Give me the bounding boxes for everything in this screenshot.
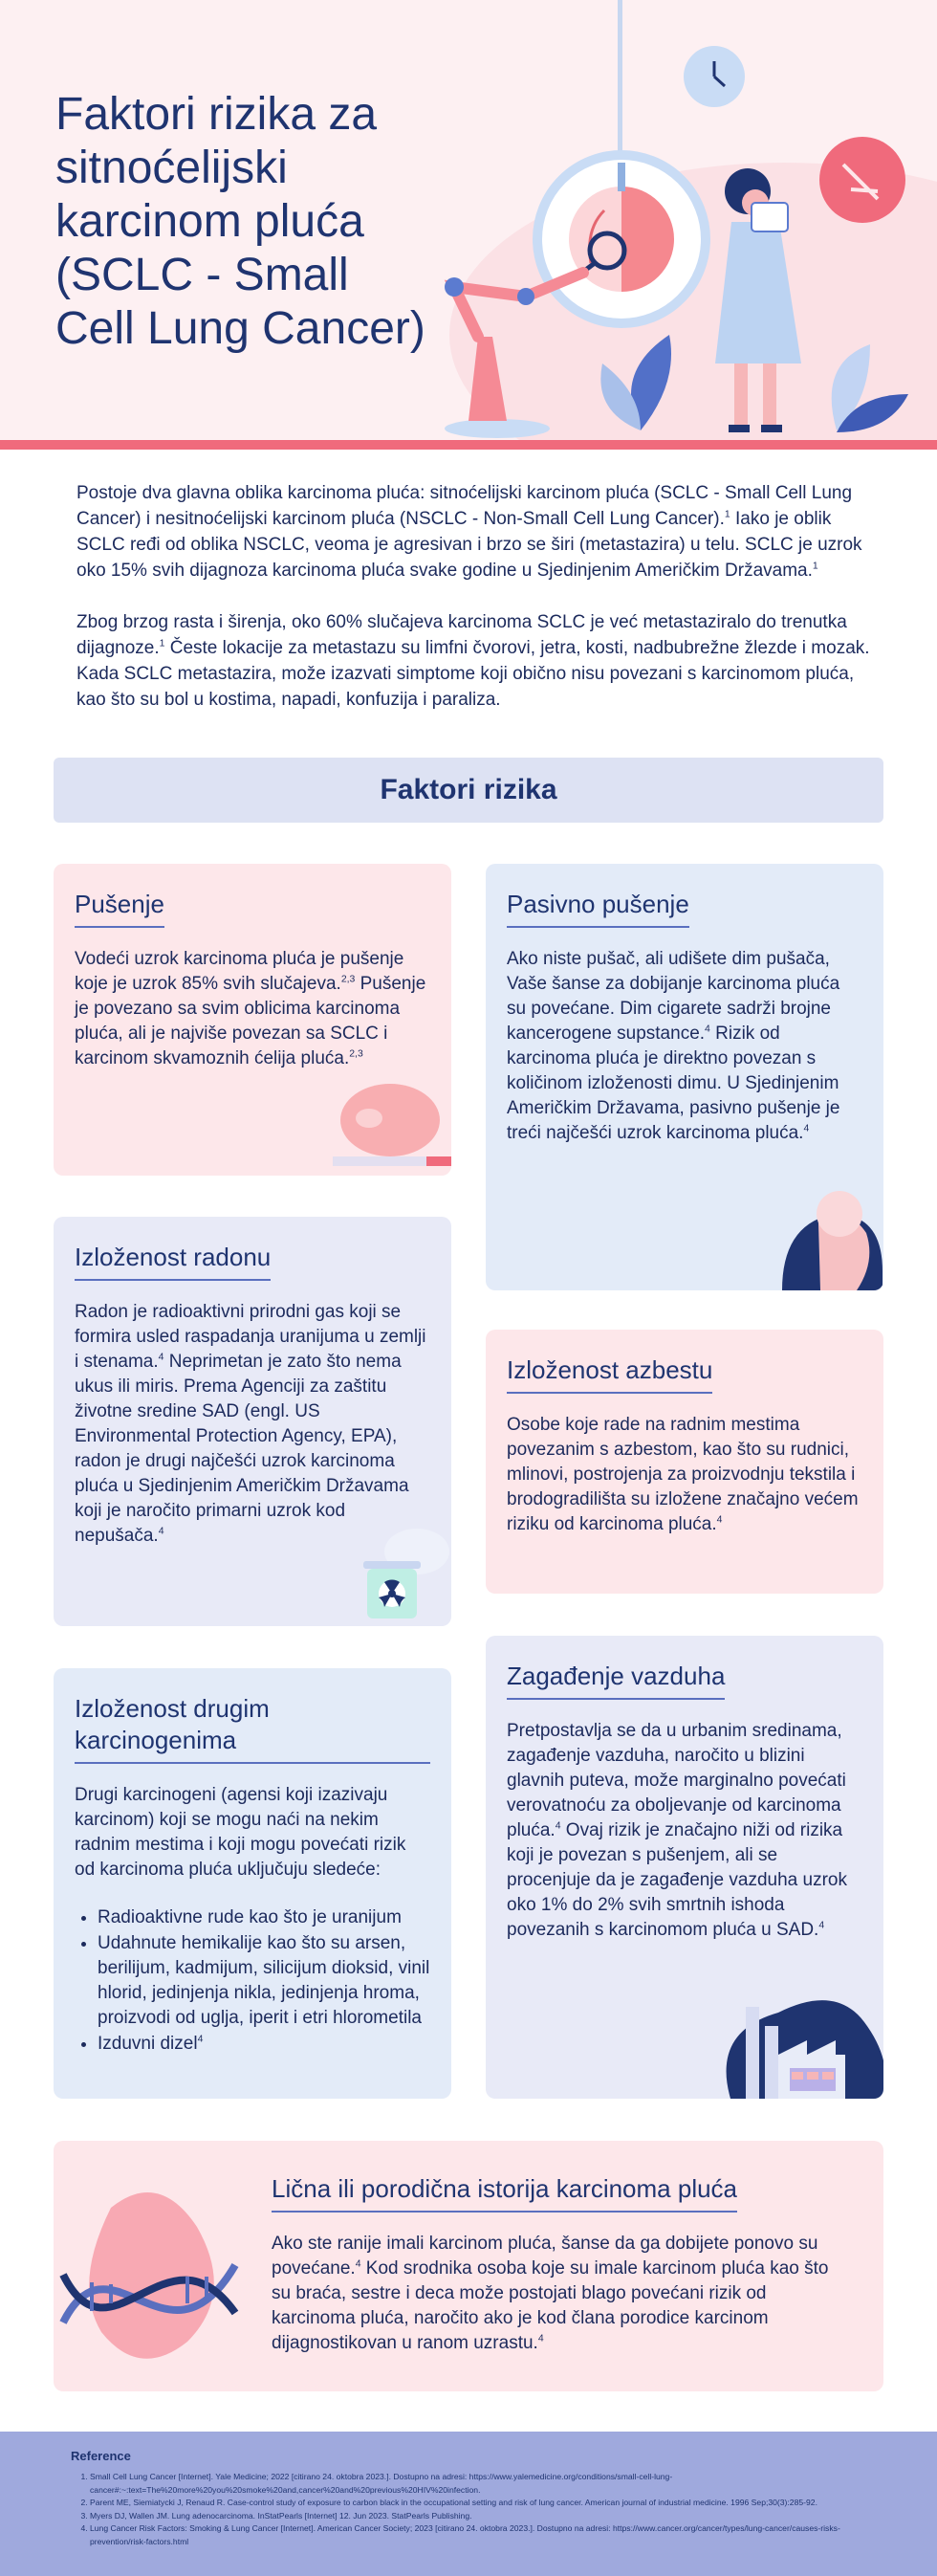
card-asbestos <box>486 1330 883 1594</box>
reference-item: 4. Lung Cancer Risk Factors: Smoking & Lung Cancer [Internet]. American Cancer Society; 2023 [citirano 24. oktobra 2023.]. Dostupno na adresi: https://www.cancer.org/cancer/types/lung-cancer/causes-risks-prevention/risk-factors.html <box>90 2522 866 2548</box>
intro-paragraph-2: Zbog brzog rasta i širenja, oko 60% slučajeva karcinoma SCLC je već metastaziralo do trenutka dijagnoze.$^1$ Česte lokacije za metastazu su limfni čvorovi, jetra, kosti, nadbubrežne žlezde i mozak. Kada SCLC metastazira, može izazvati simptome koji obično nisu povezani s karcinomom pluća, kao što su bol u kostima, napadi, konfuzija i paraliza. <box>76 612 870 710</box>
intro-text <box>76 480 870 713</box>
list-item: • Udahnute hemikalije kao što su arsen, berilijum, kadmijum, silicijum dioksid, vinil hlorid, jedinjenja nikla, jedinjenja hroma, proizvodi od uglja, iperit i etri hlorometila <box>98 1931 430 2031</box>
list-item: • Radioaktivne rude kao što je uranijum <box>98 1905 430 1930</box>
card-radon <box>54 1217 451 1626</box>
card-text: Drugi karcinogeni (agensi koji izazivaju karcinom) koji se mogu naći na nekim radnim mestima i koji mogu povećati rizik od karcinoma pluća uključuju sledeće: <box>75 1785 406 1880</box>
header-divider <box>0 440 937 450</box>
card-passive-smoking <box>486 864 883 1290</box>
card-title: Izloženost radonu <box>75 1242 271 1281</box>
card-text: Ako niste pušač, ali udišete dim pušača, Vaše šanse za dobijanje karcinoma pluća su povećane. Dim cigarete sadrži brojne kancerogene supstance.$^4$ Rizik od karcinoma pluća je direktno povezan s količinom izloženosti dimu. U Sjedinjenim Američkim Državama, pasivno pušenje je treći najčešći uzrok karcinoma pluća.$^4$ <box>507 949 840 1143</box>
card-text: Ako ste ranije imali karcinom pluća, šanse da ga dobijete ponovo su povećane.$^4$ Kod srodnika osoba koje su imale karcinom pluća kao što su braća, sestre i deca može postojati blago povećani rizik od karcinoma pluća, naročito ako je kod člana porodice karcinom dijagnostikovan u ranom uzrastu.$^4$ <box>272 2234 829 2353</box>
card-title: Lična ili porodična istorija karcinoma pluća <box>272 2173 737 2213</box>
card-other-carcinogens <box>54 1668 451 2099</box>
hero-illustration <box>354 0 937 442</box>
references-footer <box>0 2432 937 2576</box>
reference-item: 1. Small Cell Lung Cancer [Internet]. Yale Medicine; 2022 [citirano 24. oktobra 2023.]. Dostupno na adresi: https://www.yalemedicine.org/conditions/small-cell-lung-cancer#:~:text=The%20more%20you%20smoke%20and,cancer%20and%20previous%20HIV%20infection. <box>90 2471 866 2497</box>
reference-item: 3. Myers DJ, Wallen JM. Lung adenocarcinoma. InStatPearls [Internet] 12. Jun 2023. StatPearls Publishing. <box>90 2510 866 2523</box>
card-text: Vodeći uzrok karcinoma pluća je pušenje koje je uzrok 85% svih slučajeva.$^{2,3}$ Pušenje je povezano sa svim oblicima karcinoma pluća, ali je najviše povezan sa SCLC i karcinom skvamoznih ćelija pluća.$^{2,3}$ <box>75 949 426 1068</box>
card-text: Osobe koje rade na radnim mestima povezanim s azbestom, kao što su rudnici, mlinovi, postrojenja za proizvodnju tekstila i brodogradilišta su izložene značajno većem riziku od karcinoma pluća.$^4$ <box>507 1415 859 1534</box>
section-banner-risk-factors: Faktori rizika <box>54 758 883 823</box>
header <box>0 0 937 450</box>
dna-icon <box>54 2169 254 2370</box>
card-title: Zagađenje vazduha <box>507 1661 725 1700</box>
intro-paragraph-1: Postoje dva glavna oblika karcinoma pluća: sitnoćelijski karcinom pluća (SCLC - Small Cell Lung Cancer) i nesitnoćelijski karcinom pluća (NSCLC - Non-Small Cell Lung Cancer).$^1$ Iako je oblik SCLC ređi od oblika NSCLC, veoma je agresivan i brzo se širi (metastazira) u telu. SCLC je uzrok oko 15% svih dijagnoza karcinoma pluća svake godine u Sjedinjenim Američkim Državama.$^1$ <box>76 483 862 581</box>
card-text: Pretpostavlja se da u urbanim sredinama, zagađenje vazduha, naročito u blizini glavnih puteva, može marginalno povećati verovatnoću za obolјevanje od karcinoma pluća.$^4$ Ovaj rizik je značajno niži od rizika koji je povezan s pušenjem, ali se procenjuje da je zagađenje vazduha uzrok oko 1% do 2% svih smrtnih ishoda povezanih s karcinomom pluća u SAD.$^4$ <box>507 1721 847 1940</box>
card-text: Radon je radioaktivni prirodni gas koji se formira usled raspadanja uranijuma u zemlji i stenama.$^4$ Neprimetan je zato što nema ukus ili miris. Prema Agenciji za zaštitu životne sredine SAD (engl. US Environmental Protection Agency, EPA), radon je drugi najčešći uzrok karcinoma pluća u Sjedinjenim Američkim Državama koji je naročito primarni uzrok kod nepušača.$^4$ <box>75 1302 426 1546</box>
list-item: • Izduvni dizel$^4$ <box>98 2032 430 2057</box>
card-family-history <box>54 2141 883 2391</box>
reference-item: 2. Parent ME, Siemiatycki J, Renaud R. Case-control study of exposure to carbon black in the occupational setting and risk of lung cancer. American journal of industrial medicine. 1996 Sep;30(3):285-92. <box>90 2497 866 2510</box>
card-air-pollution <box>486 1636 883 2099</box>
page-title: Faktori rizika za sitnoćelijski karcinom pluća (SCLC - Small Cell Lung Cancer) <box>55 89 425 354</box>
carcinogen-list <box>75 1905 430 2057</box>
card-title: Izloženost azbestu <box>507 1354 712 1394</box>
references-list <box>71 2471 866 2548</box>
references-title: Reference <box>71 2449 131 2463</box>
lungs-cigarette-icon <box>331 1082 451 1176</box>
card-title: Pušenje <box>75 889 164 928</box>
card-title: Pasivno pušenje <box>507 889 689 928</box>
card-smoking <box>54 864 451 1176</box>
factory-icon <box>711 1949 883 2099</box>
card-title: Izloženost drugim karcinogenima <box>75 1693 430 1764</box>
person-head-icon <box>773 1185 883 1290</box>
